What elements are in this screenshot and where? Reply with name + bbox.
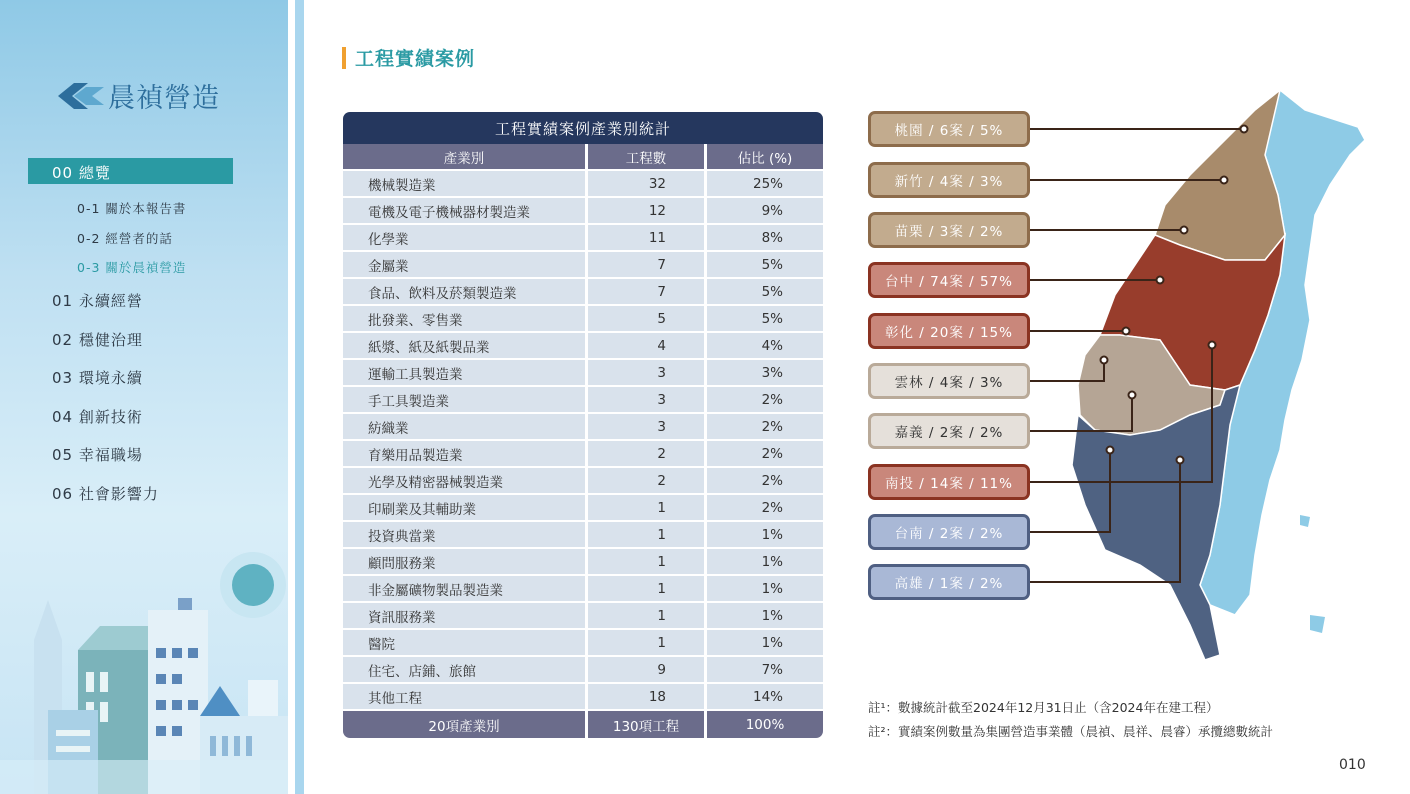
cell-industry: 投資典當業	[343, 522, 588, 549]
region-label: 嘉義 / 2案 / 2%	[868, 413, 1030, 449]
cell-ratio: 7%	[707, 657, 823, 684]
cell-count: 11	[588, 225, 707, 252]
cell-ratio: 2%	[707, 468, 823, 495]
nav-item-innovation[interactable]: 04 創新技術	[52, 408, 143, 426]
nav-item-governance[interactable]: 02 穩健治理	[52, 331, 143, 349]
cell-count: 12	[588, 198, 707, 225]
footnotes	[868, 696, 1273, 744]
cell-ratio: 9%	[707, 198, 823, 225]
footnote-1: 註¹：數據統計截至2024年12月31日止（含2024年在建工程）	[868, 700, 1219, 715]
cell-industry: 其他工程	[343, 684, 588, 711]
table-row	[343, 603, 823, 630]
cell-industry: 光學及精密器械製造業	[343, 468, 588, 495]
table-row	[343, 306, 823, 333]
table-row	[343, 333, 823, 360]
region-label: 彰化 / 20案 / 15%	[868, 313, 1030, 349]
cell-ratio: 8%	[707, 225, 823, 252]
map-island-orchid	[1310, 615, 1325, 633]
cell-industry: 食品、飲料及菸類製造業	[343, 279, 588, 306]
logo-icon	[58, 81, 104, 111]
nav-sub-about-report[interactable]: 0-1 關於本報告書	[77, 201, 187, 216]
footer-industry-total: 20項產業別	[343, 711, 588, 738]
nav-item-sustainable-operation[interactable]: 01 永續經營	[52, 292, 143, 310]
region-label: 高雄 / 1案 / 2%	[868, 564, 1030, 600]
cell-count: 4	[588, 333, 707, 360]
cell-industry: 金屬業	[343, 252, 588, 279]
cell-ratio: 2%	[707, 495, 823, 522]
table-row	[343, 252, 823, 279]
table-row	[343, 657, 823, 684]
cell-count: 32	[588, 171, 707, 198]
table-row	[343, 441, 823, 468]
map-island-greenisland	[1300, 515, 1310, 527]
table-row	[343, 684, 823, 711]
cell-count: 18	[588, 684, 707, 711]
cell-count: 7	[588, 279, 707, 306]
cell-ratio: 1%	[707, 576, 823, 603]
sidebar-divider-accent	[295, 0, 304, 794]
region-label: 桃園 / 6案 / 5%	[868, 111, 1030, 147]
table-body	[343, 171, 823, 711]
page-number: 010	[1339, 757, 1366, 773]
cell-industry: 電機及電子機械器材製造業	[343, 198, 588, 225]
table-row	[343, 630, 823, 657]
table-row	[343, 468, 823, 495]
table-row	[343, 360, 823, 387]
cell-ratio: 14%	[707, 684, 823, 711]
footer-project-total: 130項工程	[588, 711, 707, 738]
cell-ratio: 2%	[707, 387, 823, 414]
table-row	[343, 549, 823, 576]
cell-count: 3	[588, 387, 707, 414]
region-label: 新竹 / 4案 / 3%	[868, 162, 1030, 198]
table-row	[343, 522, 823, 549]
cell-ratio: 1%	[707, 522, 823, 549]
cell-industry: 資訊服務業	[343, 603, 588, 630]
brand-logo[interactable]	[58, 76, 220, 115]
table-row	[343, 198, 823, 225]
cell-count: 3	[588, 360, 707, 387]
cell-ratio: 2%	[707, 414, 823, 441]
region-label: 南投 / 14案 / 11%	[868, 464, 1030, 500]
cell-count: 9	[588, 657, 707, 684]
cell-count: 1	[588, 603, 707, 630]
cell-count: 5	[588, 306, 707, 333]
cell-industry: 紡織業	[343, 414, 588, 441]
cell-industry: 顧問服務業	[343, 549, 588, 576]
region-label: 雲林 / 4案 / 3%	[868, 363, 1030, 399]
cell-ratio: 5%	[707, 279, 823, 306]
cell-ratio: 25%	[707, 171, 823, 198]
cell-count: 1	[588, 495, 707, 522]
cell-industry: 印刷業及其輔助業	[343, 495, 588, 522]
cell-count: 2	[588, 441, 707, 468]
cell-count: 1	[588, 549, 707, 576]
cell-ratio: 5%	[707, 306, 823, 333]
nav-item-workplace[interactable]: 05 幸福職場	[52, 446, 143, 464]
cell-ratio: 5%	[707, 252, 823, 279]
cell-count: 3	[588, 414, 707, 441]
header-ratio: 佔比 (%)	[707, 144, 823, 171]
table-header-row	[343, 144, 823, 171]
nav-item-environment[interactable]: 03 環境永續	[52, 369, 143, 387]
cell-industry: 運輸工具製造業	[343, 360, 588, 387]
table-row	[343, 414, 823, 441]
footnote-2: 註²：實績案例數量為集團營造事業體（晨禎、晨祥、晨睿）承攬總數統計	[868, 724, 1274, 739]
cell-industry: 手工具製造業	[343, 387, 588, 414]
header-industry: 產業別	[343, 144, 588, 171]
footer-ratio-total: 100%	[707, 711, 823, 738]
cell-count: 2	[588, 468, 707, 495]
cell-industry: 育樂用品製造業	[343, 441, 588, 468]
nav-sub-about-company[interactable]: 0-3 關於晨禎營造	[77, 260, 187, 275]
industry-stats-table	[343, 112, 823, 738]
cell-industry: 機械製造業	[343, 171, 588, 198]
title-accent-bar	[342, 47, 346, 69]
cell-industry: 化學業	[343, 225, 588, 252]
cell-ratio: 2%	[707, 441, 823, 468]
nav-sub-ceo-message[interactable]: 0-2 經營者的話	[77, 231, 173, 246]
cell-ratio: 4%	[707, 333, 823, 360]
cell-count: 1	[588, 576, 707, 603]
nav-item-social-impact[interactable]: 06 社會影響力	[52, 485, 159, 503]
cell-count: 7	[588, 252, 707, 279]
cell-industry: 醫院	[343, 630, 588, 657]
region-label: 台南 / 2案 / 2%	[868, 514, 1030, 550]
table-row	[343, 225, 823, 252]
table-row	[343, 387, 823, 414]
cell-industry: 非金屬礦物製品製造業	[343, 576, 588, 603]
cell-industry: 紙漿、紙及紙製品業	[343, 333, 588, 360]
table-footer-row	[343, 711, 823, 738]
region-label: 台中 / 74案 / 57%	[868, 262, 1030, 298]
region-label: 苗栗 / 3案 / 2%	[868, 212, 1030, 248]
cell-count: 1	[588, 630, 707, 657]
page-title: 工程實績案例	[355, 48, 476, 70]
cell-ratio: 3%	[707, 360, 823, 387]
brand-name: 晨禎營造	[108, 83, 220, 114]
cell-count: 1	[588, 522, 707, 549]
table-row	[343, 576, 823, 603]
cell-ratio: 1%	[707, 603, 823, 630]
map-region-north	[1155, 90, 1285, 260]
cell-ratio: 1%	[707, 630, 823, 657]
sidebar	[0, 0, 288, 794]
cell-industry: 住宅、店鋪、旅館	[343, 657, 588, 684]
cell-ratio: 1%	[707, 549, 823, 576]
cell-industry: 批發業、零售業	[343, 306, 588, 333]
table-row	[343, 171, 823, 198]
table-row	[343, 495, 823, 522]
table-row	[343, 279, 823, 306]
nav-item-overview[interactable]: 00 總覽	[52, 164, 111, 182]
city-illustration	[0, 540, 288, 794]
header-count: 工程數	[588, 144, 707, 171]
table-title: 工程實績案例產業別統計	[343, 112, 823, 144]
sidebar-divider	[288, 0, 295, 794]
